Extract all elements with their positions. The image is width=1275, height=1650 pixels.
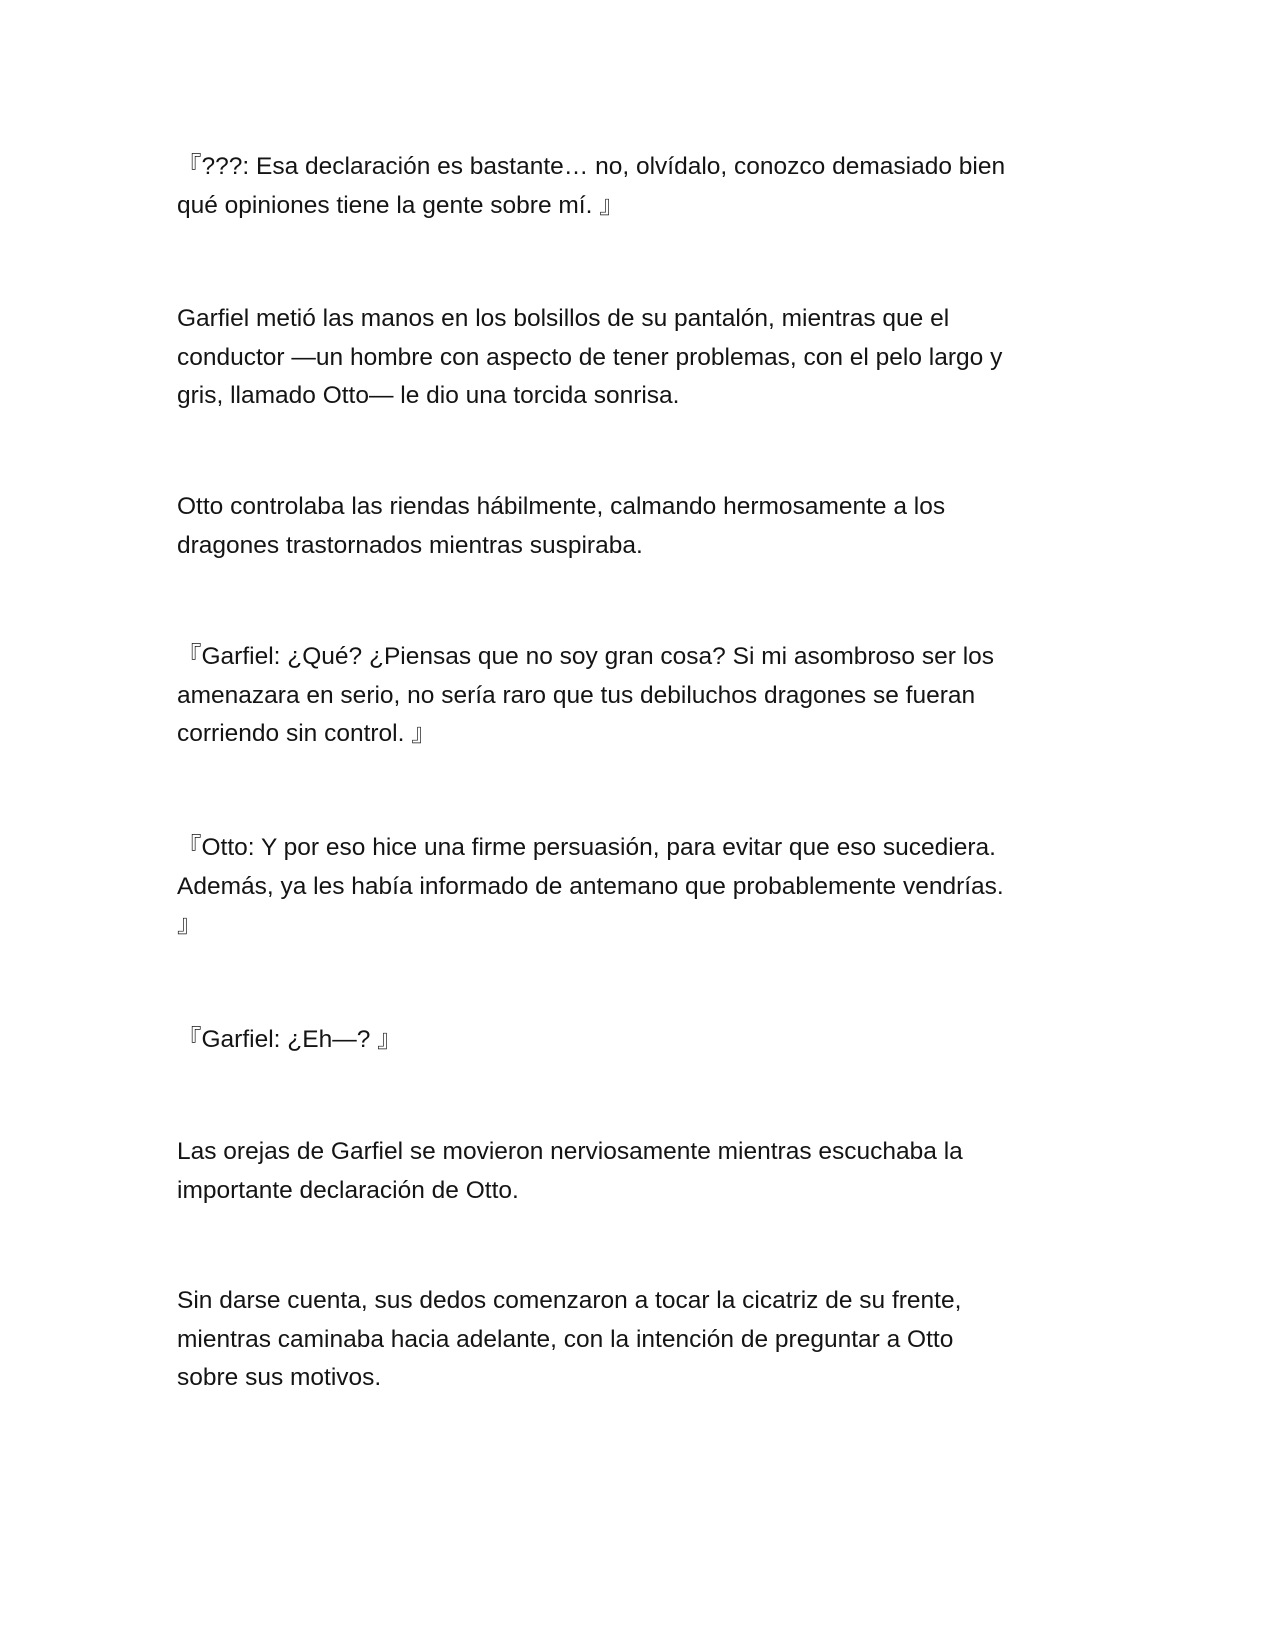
text-line: dragones trastornados mientras suspiraba. xyxy=(177,531,643,559)
text-line: conductor —un hombre con aspecto de tener problemas, con el pelo largo y xyxy=(177,343,1003,371)
text-line: amenazara en serio, no sería raro que tus debiluchos dragones se fueran xyxy=(177,681,976,709)
paragraph-narration xyxy=(177,488,1097,565)
text-line: Sin darse cuenta, sus dedos comenzaron a tocar la cicatriz de su frente, xyxy=(177,1287,962,1314)
paragraph-dialogue-unknown xyxy=(177,148,1097,225)
text-line: importante declaración de Otto. xyxy=(177,1176,519,1204)
paragraph-narration xyxy=(177,1133,1097,1210)
text-line: 『???: Esa declaración es bastante… no, olvídalo, conozco demasiado bien xyxy=(177,153,1006,180)
text-line: sobre sus motivos. xyxy=(177,1364,382,1391)
paragraph-dialogue-otto xyxy=(177,829,1097,945)
paragraph-dialogue-garfiel xyxy=(177,638,1097,754)
text-line: gris, llamado Otto— le dio una torcida sonrisa. xyxy=(177,382,680,409)
text-line: 『Garfiel: ¿Eh—? 』 xyxy=(177,1026,402,1053)
text-line: qué opiniones tiene la gente sobre mí. 』 xyxy=(177,191,624,219)
text-line: 『Garfiel: ¿Qué? ¿Piensas que no soy gran cosa? Si mi asombroso ser los xyxy=(177,643,995,670)
text-line: Garfiel metió las manos en los bolsillos de su pantalón, mientras que el xyxy=(177,305,950,332)
text-line: Además, ya les había informado de antemano que probablemente vendrías. xyxy=(177,872,1004,900)
text-line: Las orejas de Garfiel se movieron nerviosamente mientras escuchaba la xyxy=(177,1138,963,1165)
text-line: corriendo sin control. 』 xyxy=(177,720,436,747)
paragraph-narration xyxy=(177,300,1097,416)
text-line: mientras caminaba hacia adelante, con la intención de preguntar a Otto xyxy=(177,1325,954,1353)
paragraph-narration xyxy=(177,1282,1097,1398)
paragraph-dialogue-garfiel xyxy=(177,1021,1097,1060)
text-line: 『Otto: Y por eso hice una firme persuasión, para evitar que eso sucediera. xyxy=(177,834,996,861)
text-line: Otto controlaba las riendas hábilmente, calmando hermosamente a los xyxy=(177,493,946,520)
text-line: 』 xyxy=(177,911,202,938)
